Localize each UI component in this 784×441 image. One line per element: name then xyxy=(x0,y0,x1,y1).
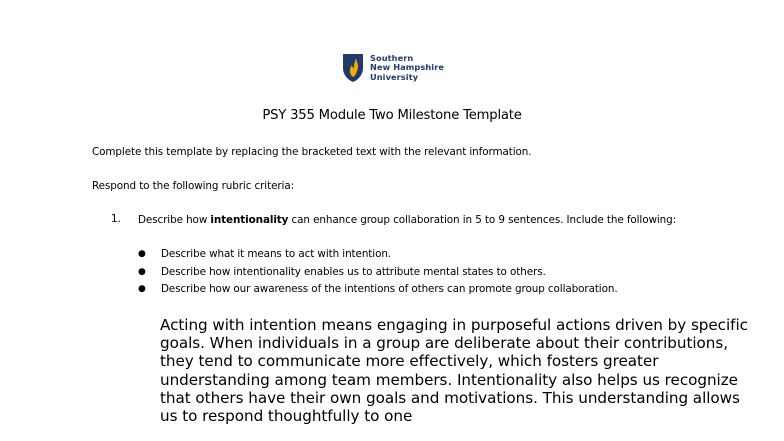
logo-line-1: Southern xyxy=(370,52,414,63)
bullet-dot-icon: ● xyxy=(138,284,146,294)
list-item-suffix: can enhance group collaboration in 5 to 9 sentences. Include the following: xyxy=(288,214,677,226)
bullet-text: Describe how our awareness of the intentions of others can promote group collaboration. xyxy=(161,283,618,295)
logo-wordmark xyxy=(370,54,444,82)
university-logo xyxy=(342,53,444,83)
list-item-text xyxy=(138,213,698,228)
bullet-list xyxy=(138,248,618,301)
document-title: PSY 355 Module Two Milestone Template xyxy=(262,108,522,123)
bullet-text: Describe what it means to act with intention. xyxy=(161,248,392,260)
logo-line-2: New Hampshire xyxy=(370,62,444,73)
respond-paragraph: Respond to the following rubric criteria: xyxy=(92,180,294,192)
bullet-item xyxy=(138,266,618,284)
shield-flame-icon xyxy=(342,53,364,83)
list-item-number: 1. xyxy=(111,213,121,225)
bullet-dot-icon: ● xyxy=(138,249,146,259)
logo-line-3: University xyxy=(370,71,419,82)
bullet-dot-icon: ● xyxy=(138,266,146,277)
bullet-text: Describe how intentionality enables us to attribute mental states to others. xyxy=(161,265,546,278)
bullet-item xyxy=(138,248,618,266)
list-item-prefix: Describe how xyxy=(138,214,211,226)
answer-text: Acting with intention means engaging in purposeful actions driven by specific goals. When individuals in a group are deliberate about their contributions, they tend to communicate more effectively, which fosters greater understanding among team members. Intentionality also helps us recognize that others have their own goals and motivations. This understanding allows us to respond thoughtfully to one xyxy=(160,316,748,426)
list-item-keyword: intentionality xyxy=(210,214,289,226)
intro-paragraph: Complete this template by replacing the bracketed text with the relevant information. xyxy=(92,146,532,158)
bullet-item xyxy=(138,283,618,301)
